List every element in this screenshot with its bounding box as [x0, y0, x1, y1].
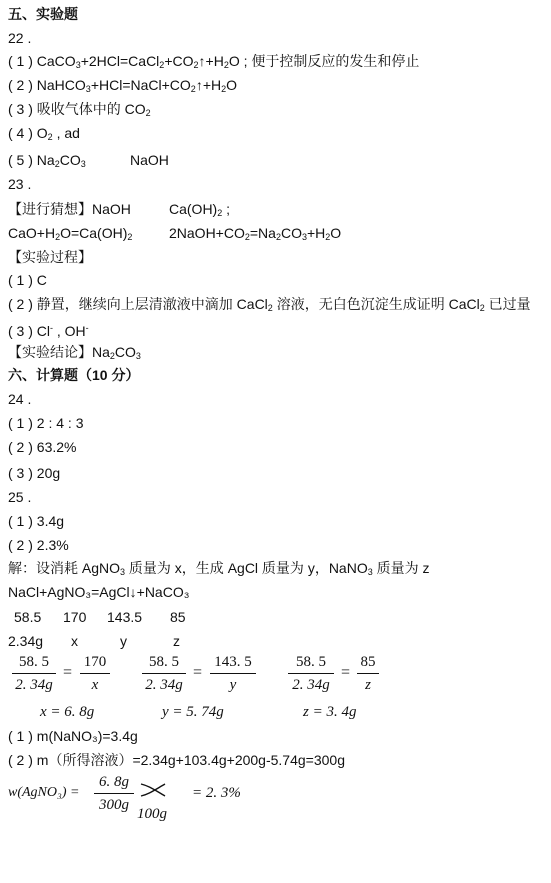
q23-guess: 【进行猜想】NaOH	[8, 201, 131, 217]
q25-final-1: ( 1 ) m(NaNO₃)=3.4g	[8, 728, 138, 744]
equals-1: =	[63, 664, 73, 681]
equals-3: =	[341, 664, 351, 681]
q22-answer-1: ( 1 ) $CaCO_3+2HCl=CaCl_2+CO_2↑+H_2O$ ; 便于控制反应的发生和停止	[8, 53, 420, 70]
unknown-z: z	[173, 633, 180, 649]
mass-fraction: 6. 8g 300g	[94, 773, 134, 814]
q24-answer-3: ( 3 ) 20g	[8, 465, 61, 481]
q25-answer-1: ( 1 ) 3.4g	[8, 513, 65, 529]
q23-process-heading: 【实验过程】	[8, 249, 92, 265]
q23-guess-2: $Ca(OH)_2$ ;	[169, 201, 231, 218]
q22-answer-4: ( 4 ) $O_2$ , ad	[8, 125, 80, 142]
mass-fraction-label: w(AgNO₃) =	[8, 785, 80, 800]
fraction-1: 58. 5 2. 34g	[12, 653, 56, 694]
multiply-cross-icon	[139, 781, 167, 799]
q25-answer-2: ( 2 ) 2.3%	[8, 537, 69, 553]
q22-number: 22 .	[8, 30, 32, 46]
molar-mass-agno3: 170	[63, 609, 87, 625]
q24-answer-1: ( 1 ) 2 : 4 : 3	[8, 415, 84, 431]
q25-reaction-equation: NaCl+AgNO₃=AgCl↓+NaCO₃	[8, 584, 190, 600]
q22-answer-3: ( 3 ) 吸收气体中的 $CO_2$	[8, 101, 151, 118]
fraction-4: 143. 5 y	[210, 653, 256, 694]
q23-process-3: ( 3 ) Cl- , OH-	[8, 323, 89, 339]
equals-2: =	[193, 664, 203, 681]
q23-conclusion: 【实验结论】$Na_2CO_3$	[8, 344, 141, 361]
fraction-2: 170 x	[80, 653, 110, 694]
fraction-5: 58. 5 2. 34g	[288, 653, 334, 694]
section-6-heading: 六、计算题（10 分）	[8, 367, 140, 383]
q25-final-2: ( 2 ) m（所得溶液）=2.34g+103.4g+200g-5.74g=300g	[8, 752, 345, 768]
section-5-heading: 五、实验题	[8, 6, 78, 22]
molar-mass-nano3: 85	[170, 609, 186, 625]
q24-answer-2: ( 2 ) 63.2%	[8, 439, 77, 455]
q22-answer-5-b: NaOH	[130, 152, 169, 168]
q22-answer-5: ( 5 ) $Na_2CO_3$	[8, 152, 86, 169]
fraction-3: 58. 5 2. 34g	[142, 653, 186, 694]
mass-fraction-result: = 2. 3%	[192, 785, 241, 801]
q23-equation-2: $2NaOH+CO_2=Na_2CO_3+H_2O$	[169, 225, 342, 242]
molar-mass-nacl: 58.5	[14, 609, 42, 625]
q25-solution-setup: 解：设消耗 AgNO$_3$ 质量为 x，生成 AgCl 质量为 y，NaNO$_3$ 质量为 z	[8, 560, 430, 577]
given-mass-nacl: 2.34g	[8, 633, 44, 649]
fraction-6: 85 z	[357, 653, 379, 694]
unknown-y: y	[120, 633, 127, 649]
molar-mass-agcl: 143.5	[107, 609, 143, 625]
q23-process-1: ( 1 ) C	[8, 272, 47, 288]
q25-number: 25 .	[8, 489, 32, 505]
result-y: y = 5. 74g	[162, 704, 224, 720]
q23-process-2: ( 2 ) 静置，继续向上层清澈液中滴加 CaCl$_2$ 溶液，无白色沉淀生成证明 CaCl$_2$ 已过量	[8, 296, 531, 313]
unknown-x: x	[71, 633, 78, 649]
q23-equation-1: $CaO+H_2O=Ca(OH)_2$	[8, 225, 133, 242]
result-x: x = 6. 8g	[40, 704, 95, 720]
mass-fraction-extra: 100g	[137, 806, 167, 822]
q23-number: 23 .	[8, 176, 32, 192]
result-z: z = 3. 4g	[303, 704, 357, 720]
q24-number: 24 .	[8, 391, 32, 407]
q22-answer-2: ( 2 ) $NaHCO_3+HCl=NaCl+CO_2↑+H_2O$	[8, 77, 238, 94]
